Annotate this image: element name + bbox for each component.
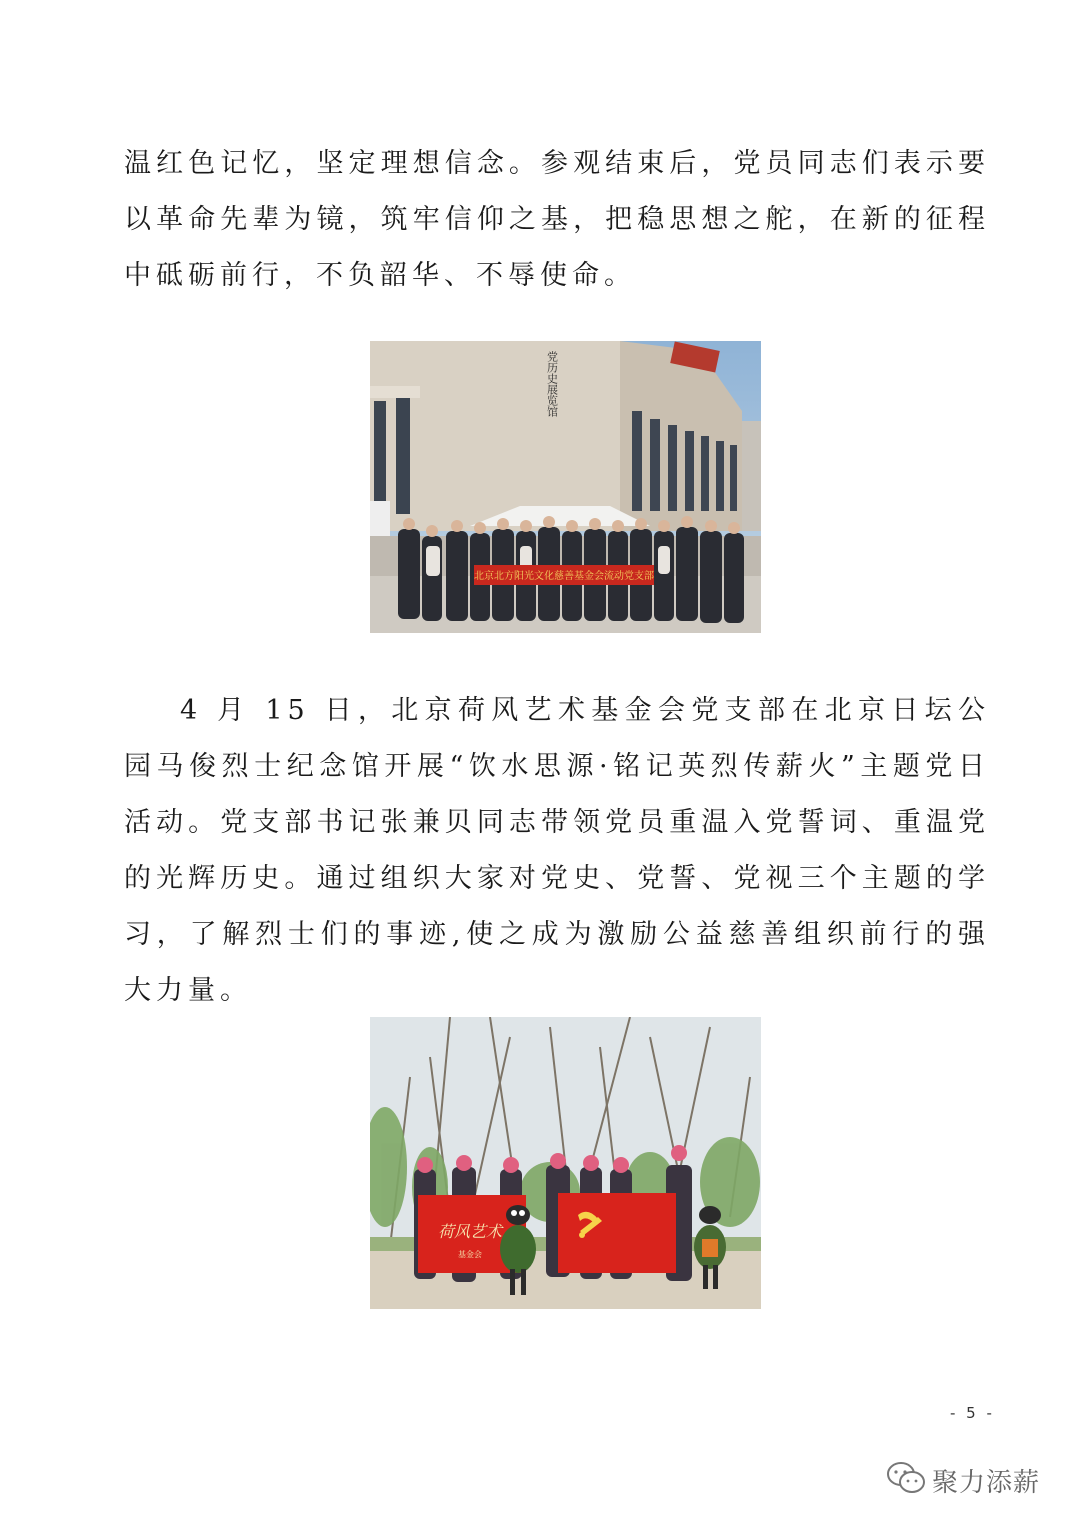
watermark-text: 聚力添薪 [932,1467,1041,1498]
foundation-flag-sub: 基金会 [458,1250,482,1259]
party-flag [558,1193,676,1273]
group-banner-text: 北京北方阳光文化慈善基金会流动党支部 [474,571,654,582]
page-number: - 5 - [950,1404,995,1422]
foundation-flag-text: 荷风艺术 [437,1222,503,1241]
paragraph-event: 4 月 15 日，北京荷风艺术基金会党支部在北京日坛公园马俊烈士纪念馆开展“饮水思源·铭记英烈传薪火”主题党日活动。党支部书记张兼贝同志带领党员重温入党誓词、重温党的光辉历史。通过组织大家对党史、党誓、党视三个主题的学习，了解烈士们的事迹,使之成为激励公益慈善组织前行的强大力量。 [124,695,990,1006]
building-sign: 党历史展览馆 [545,351,559,417]
watermark [886,1458,1040,1502]
museum-group-photo [370,341,761,633]
wechat-icon [886,1461,926,1499]
park-group-photo [370,1017,761,1309]
paragraph-continued: 温红色记忆，坚定理想信念。参观结束后，党员同志们表示要以革命先辈为镜，筑牢信仰之基，把稳思想之舵，在新的征程中砥砺前行，不负韶华、不辱使命。 [124,148,990,291]
